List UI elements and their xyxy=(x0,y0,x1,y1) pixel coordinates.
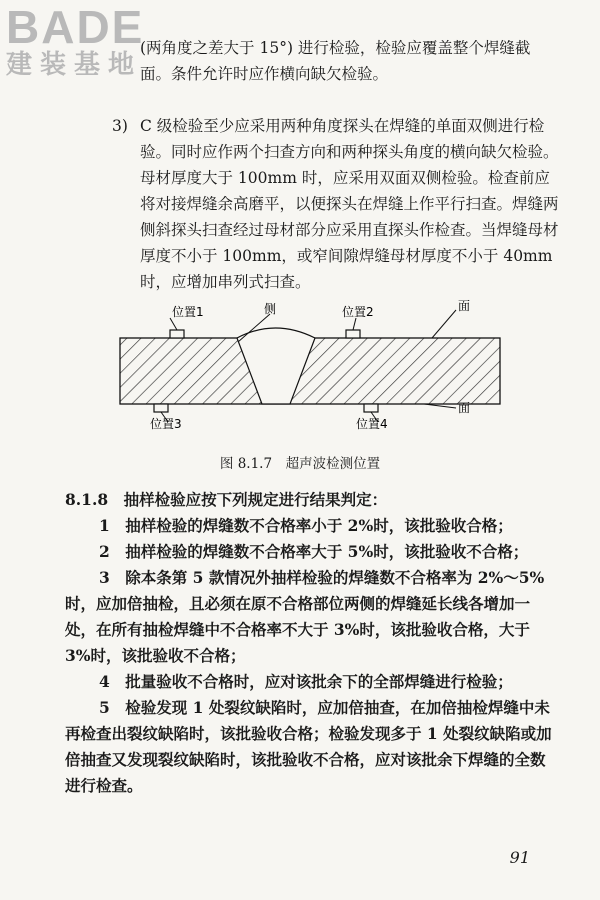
probe-position-4 xyxy=(364,404,378,412)
leader-line-face-top xyxy=(432,310,456,338)
list-item: 3 除本条第 5 款情况外抽样检验的焊缝数不合格率为 2%～5%时，应加倍抽检，且必须在原不合格部位两侧的焊缝延长线各增加一处，在所有抽检焊缝中不合格率不大于 3%时，该批验收合格，大于 3%时，该批验收不合格； xyxy=(65,568,545,665)
section-items xyxy=(65,513,560,799)
logo-subtitle: 建装基地 xyxy=(6,50,143,80)
paragraph-c-level-text: C 级检验至少应采用两种角度探头在焊缝的单面双侧进行检验。同时应作两个扫查方向和两种探头角度的横向缺欠检验。母材厚度大于 100mm 时，应采用双面双侧检验。检查前应将对接焊缝余高磨平，以便探头在焊缝上作平行扫查。焊缝两侧斜探头扫查经过母材部分应采用直探头作检查。当焊缝母材厚度不小于 100mm，或窄间隙焊缝母材厚度不小于 40mm 时，应增加串列式扫查。 xyxy=(140,117,559,291)
label-pos4: 位置4 xyxy=(356,417,388,431)
paragraph-number: 3) xyxy=(112,117,128,135)
section-heading: 8.1.8 抽样检验应按下列规定进行结果判定： xyxy=(65,490,388,509)
list-item: 4 批量验收不合格时，应对该批余下的全部焊缝进行检验； xyxy=(99,672,513,691)
probe-position-1 xyxy=(170,330,184,338)
label-face-top: 面 xyxy=(458,299,471,313)
probe-position-3 xyxy=(154,404,168,412)
label-pos3: 位置3 xyxy=(150,417,182,431)
list-item: 2 抽样检验的焊缝数不合格率大于 5%时，该批验收不合格； xyxy=(99,542,529,561)
label-pos1: 位置1 xyxy=(172,305,204,319)
figure-caption: 图 8.1.7 超声波检测位置 xyxy=(219,456,381,472)
label-pos2: 位置2 xyxy=(342,305,374,319)
leader-line-1 xyxy=(170,318,177,330)
page-number: 91 xyxy=(509,848,530,867)
label-side: 侧 xyxy=(264,302,277,316)
paragraph-c-level xyxy=(112,113,560,295)
label-face-bottom: 面 xyxy=(458,401,471,415)
list-item: 1 抽样检验的焊缝数不合格率小于 2%时，该批验收合格； xyxy=(99,516,513,535)
logo-mark: BADE xyxy=(6,1,145,53)
paragraph-continued: (两角度之差大于 15°) 进行检验，检验应覆盖整个焊缝截面。条件允许时应作横向缺欠检验。 xyxy=(140,39,531,83)
list-item: 5 检验发现 1 处裂纹缺陷时，应加倍抽查，在加倍抽检焊缝中未再检查出裂纹缺陷时，该批验收合格；检验发现多于 1 处裂纹缺陷或加倍抽查又发现裂纹缺陷时，该批验收不合格，应对该批余下焊缝的全数进行检查。 xyxy=(65,698,552,795)
ultrasonic-position-diagram xyxy=(110,298,510,438)
probe-position-2 xyxy=(346,330,360,338)
leader-line-2 xyxy=(353,318,356,330)
